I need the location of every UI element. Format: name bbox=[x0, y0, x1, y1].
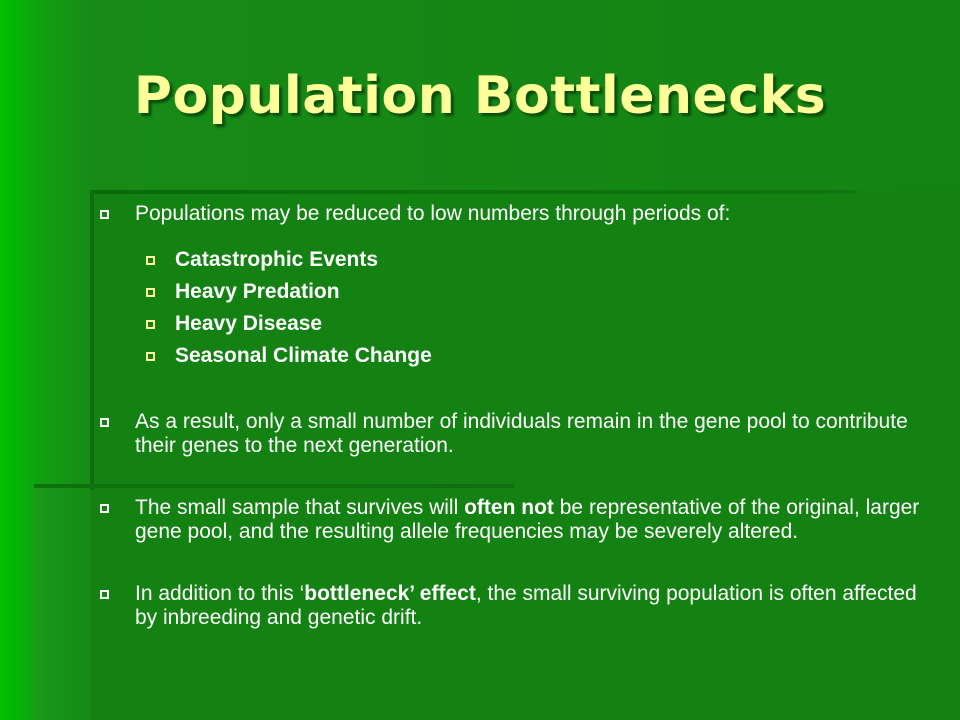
sub-bullet-item bbox=[146, 280, 920, 304]
sub-bullet-icon bbox=[146, 288, 155, 297]
bullet-text-part: In addition to this ‘ bbox=[135, 582, 305, 605]
bullet-item bbox=[100, 202, 920, 226]
sub-bullet-item bbox=[146, 248, 920, 272]
sub-bullet-item bbox=[146, 312, 920, 336]
sub-bullet-text: Heavy Predation bbox=[175, 280, 340, 303]
bullet-text: Populations may be reduced to low numbers through periods of: bbox=[135, 202, 731, 225]
panel-left-edge bbox=[90, 190, 94, 490]
sub-bullet-icon bbox=[146, 256, 155, 265]
bullet-text: As a result, only a small number of individuals remain in the gene pool to contribute their genes to the next generation. bbox=[135, 410, 908, 457]
bullet-text bbox=[135, 496, 920, 544]
bullet-emphasis: often not bbox=[464, 496, 554, 519]
sub-bullet-icon bbox=[146, 352, 155, 361]
sub-bullet-text: Heavy Disease bbox=[175, 312, 323, 335]
slide-body bbox=[100, 202, 920, 630]
bullet-text-part: The small sample that survives will bbox=[135, 496, 465, 519]
slide-title: Population Bottlenecks bbox=[133, 66, 827, 126]
bullet-icon bbox=[100, 504, 109, 513]
panel-top-edge bbox=[90, 190, 855, 194]
bullet-text bbox=[135, 582, 920, 630]
bullet-icon bbox=[100, 210, 109, 219]
bullet-item bbox=[100, 410, 920, 458]
sub-bullet-text: Catastrophic Events bbox=[175, 248, 379, 271]
sub-bullet-text: Seasonal Climate Change bbox=[175, 344, 432, 367]
bullet-icon bbox=[100, 418, 109, 427]
bullet-item bbox=[100, 496, 920, 544]
bullet-item bbox=[100, 582, 920, 630]
bullet-emphasis: bottleneck’ effect bbox=[304, 582, 476, 605]
bullet-icon bbox=[100, 590, 109, 599]
sub-bullet-item bbox=[146, 344, 920, 368]
bullet-text-part: be representative of the original, larger gene pool, and the resulting allele frequencies may be severely altered. bbox=[135, 496, 920, 543]
sub-bullet-icon bbox=[146, 320, 155, 329]
lower-left-band bbox=[34, 484, 90, 720]
bullet-text-part: , the small surviving population is often affected by inbreeding and genetic drift. bbox=[135, 582, 917, 629]
